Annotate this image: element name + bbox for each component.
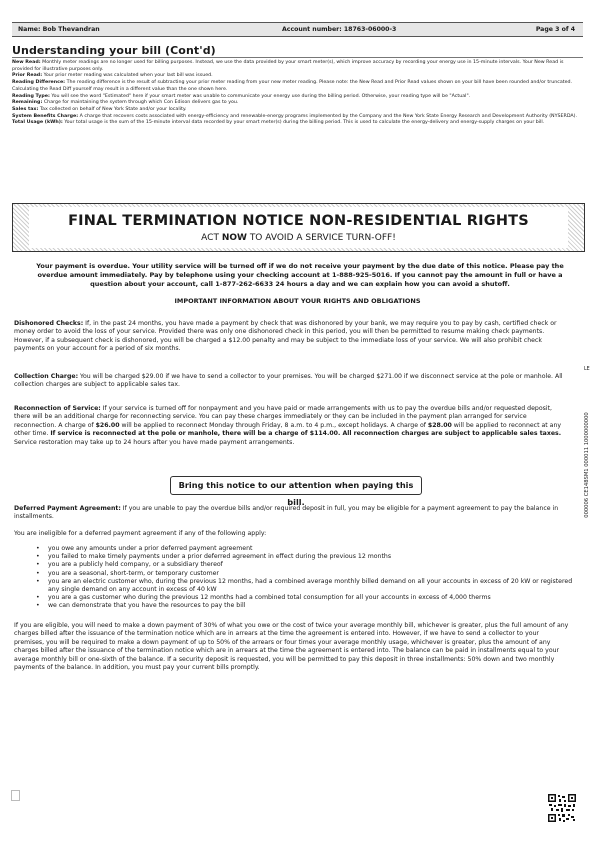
ineligible-list — [36, 545, 576, 611]
glossary-entry — [12, 60, 578, 73]
reconnection-text: If your service is turned off for nonpayment and you have paid or made arrangements with us to pay the overdue bills and/or requested deposit, there will be an additional charge for reconnecting service. You can pay these charges immediately or they can be included in the payment plan arranged for service reconnection. A charge of — [14, 405, 552, 429]
page-header-bar — [12, 22, 583, 37]
glossary-entry — [12, 107, 578, 114]
collection-label: Collection Charge: — [14, 373, 79, 380]
glossary-text: Your prior meter reading was calculated when your last bill was issued. — [42, 73, 213, 79]
banner-panel — [29, 207, 568, 248]
account-number: Account number: 18763-06000-3 — [282, 25, 397, 33]
side-mark: LE — [584, 367, 590, 372]
section-divider — [12, 57, 583, 58]
glossary-term: Reading Difference: — [12, 80, 66, 86]
glossary-term: Sales tax: — [12, 106, 39, 112]
section-title: Understanding your bill (Cont'd) — [12, 44, 216, 57]
banner-sub-emphasis: NOW — [221, 233, 247, 243]
list-item: • you are a gas customer who during the previous 12 months had a combined total consumption for all your accounts in excess of 4,000 therms — [36, 594, 576, 602]
bring-notice-box: Bring this notice to our attention when paying this bill. — [170, 476, 422, 495]
reconnection-pole-charge: If service is reconnected at the pole or manhole, there will be a charge of $114.00. All reconnection charges are subject to applicable sales taxes. — [50, 430, 562, 438]
list-item: • we can demonstrate that you have the resources to pay the bill — [36, 602, 576, 610]
list-item: • you are a seasonal, short-term, or temporary customer — [36, 570, 576, 578]
reconnection-paragraph — [14, 405, 569, 447]
dishonored-checks-paragraph — [14, 320, 569, 354]
banner-subtitle — [29, 233, 568, 243]
ineligible-intro: You are ineligible for a deferred payment agreement if any of the following apply: — [14, 530, 267, 537]
glossary-text: The reading difference is the result of subtracting your prior meter reading from your new meter reading. Please note: the New Read and Prior Read values shown on your bill have been rounded and/or truncated. Calculating the Read Diff yourself may result in a different value than the one shown here. — [12, 80, 573, 92]
customer-name: Name: Bob Thevandran — [18, 25, 100, 33]
glossary-term: New Read: — [12, 60, 41, 65]
glossary-entry — [12, 120, 578, 127]
deferred-label: Deferred Payment Agreement: — [14, 505, 121, 512]
glossary-term: Prior Read: — [12, 73, 43, 79]
qr-code-icon — [547, 793, 577, 823]
list-item: • you are an electric customer who, during the previous 12 months, had a combined average monthly billed demand on all your accounts in excess of 20 kW or registered any single demand on any account in excess of 40 kW — [36, 578, 576, 594]
reconnection-charge-other: $28.00 — [427, 421, 452, 429]
reconnection-charge-weekday: $26.00 — [95, 421, 120, 429]
glossary-entry — [12, 100, 578, 107]
dishonored-label: Dishonored Checks: — [14, 320, 84, 327]
dishonored-text: If, in the past 24 months, you have made a payment by check that was dishonored by your bank, we may require you to pay by cash, certified check or money order to avoid the loss of your service. Provided there was only one dishonored check in this period, you will then be permitted to resume making check payments. However, if a subsequent check is dishonored, you will be charged a $12.00 penalty and may be subject to the immediate loss of your service. We will also prohibit check payments on your account for a period of six months. — [14, 320, 557, 353]
reconnection-text: will be applied to reconnect Monday through Friday, 8 a.m. to 4 p.m., except holidays. A charge of — [119, 421, 428, 429]
glossary — [12, 60, 578, 127]
list-item: • you failed to make timely payments under a prior deferred agreement in effect during the previous 12 months — [36, 553, 576, 561]
list-item: • you are a publicly held company, or a subsidiary thereof — [36, 561, 576, 569]
glossary-entry — [12, 80, 578, 93]
glossary-term: Remaining: — [12, 100, 43, 106]
overdue-notice: Your payment is overdue. Your utility service will be turned off if we do not receive your payment by the due date of this notice. Please pay the overdue amount immediately. Pay by telephone using your checking account at 1-888-925-5016. If you cannot pay the amount in full or have a question about your account, call 1-877-262-6633 24 hours a day and we can explain how you can avoid a shutoff. — [36, 262, 564, 288]
list-item: • you owe any amounts under a prior deferred payment agreement — [36, 545, 576, 553]
collection-charge-paragraph — [14, 373, 569, 390]
corner-mark — [11, 790, 20, 801]
reconnection-text: will be applied to reconnect at any other time. — [14, 421, 562, 438]
glossary-text: Charge for maintaining the system through which Con Edison delivers gas to you. — [42, 100, 239, 106]
termination-banner — [12, 203, 585, 252]
glossary-term: System Benefits Charge: — [12, 113, 79, 119]
banner-title: FINAL TERMINATION NOTICE NON-RESIDENTIAL RIGHTS — [68, 213, 529, 229]
side-barcode-text — [582, 382, 590, 552]
reconnection-text: Service restoration may take up to 24 hours after you have made payment arrangements. — [14, 438, 295, 446]
collection-text: You will be charged $29.00 if we have to send a collector to your premises. You will be charged $271.00 if we disconnect service at the pole or manhole. All collection charges are subject to applicable sales tax. — [14, 373, 563, 389]
reconnection-label: Reconnection of Service: — [14, 405, 101, 412]
glossary-term: Total Usage (kWh): — [12, 120, 63, 126]
glossary-text: A charge that recovers costs associated with energy-efficiency and renewable-energy programs implemented by the Company and the New York State Energy Research and Development Authority (NYSERDA). — [78, 113, 578, 119]
glossary-text: You will see the word "Estimated" here if your smart meter was unable to communicate your energy use during the billing period. Otherwise, your reading type will be "Actual". — [49, 93, 471, 99]
page-number: Page 3 of 4 — [535, 25, 575, 33]
glossary-term: Reading Type: — [12, 93, 50, 99]
deferred-text: If you are unable to pay the overdue bills and/or required deposit in full, you may be eligible for a payment agreement to pay the balance in installments. — [14, 505, 559, 521]
banner-sub-pre: ACT — [201, 233, 222, 243]
glossary-text: Monthly meter readings are no longer used for billing purposes. Instead, we use the data provided by your smart meter(s), which improve accuracy by recording your energy use in 15-minute intervals. Your New Read is provided for illustrative purposes only. — [12, 60, 564, 72]
important-heading: IMPORTANT INFORMATION ABOUT YOUR RIGHTS AND OBLIGATIONS — [174, 297, 421, 305]
glossary-text: Your total usage is the sum of the 15-minute interval data recorded by your smart meter(s) during the billing period. This is used to calculate the energy-delivery and energy-supply charges on your bill. — [62, 120, 545, 126]
glossary-text: Tax collected on behalf of New York State and/or your locality. — [38, 106, 187, 112]
eligible-paragraph: If you are eligible, you will need to make a down payment of 30% of what you owe or the cost of twice your average monthly bill, whichever is greater, plus the full amount of any charges billed after the issuance of the termination notice which are in arrears at the time the agreement is entered into. However, if we have to send a collector to your premises, you will be required to make a down payment of up to 50% of the arrears or four times your average monthly usage, whichever is greater, plus the amount of any charges billed after the issuance of the termination notice which are in arrears at the time the agreement is entered into. The balance can be paid in installments equal to your average monthly bill or one-sixth of the balance. If a security deposit is requested, you will be permitted to pay this deposit in three installments: 50% down and two monthly payments of the balance. In addition, you must pay your current bills promptly. — [14, 622, 569, 672]
deferred-payment-paragraph — [14, 505, 569, 522]
banner-sub-post: TO AVOID A SERVICE TURN-OFF! — [246, 233, 396, 243]
side-code: 000006 CE148SM1 000011 1000000000 — [584, 412, 590, 518]
